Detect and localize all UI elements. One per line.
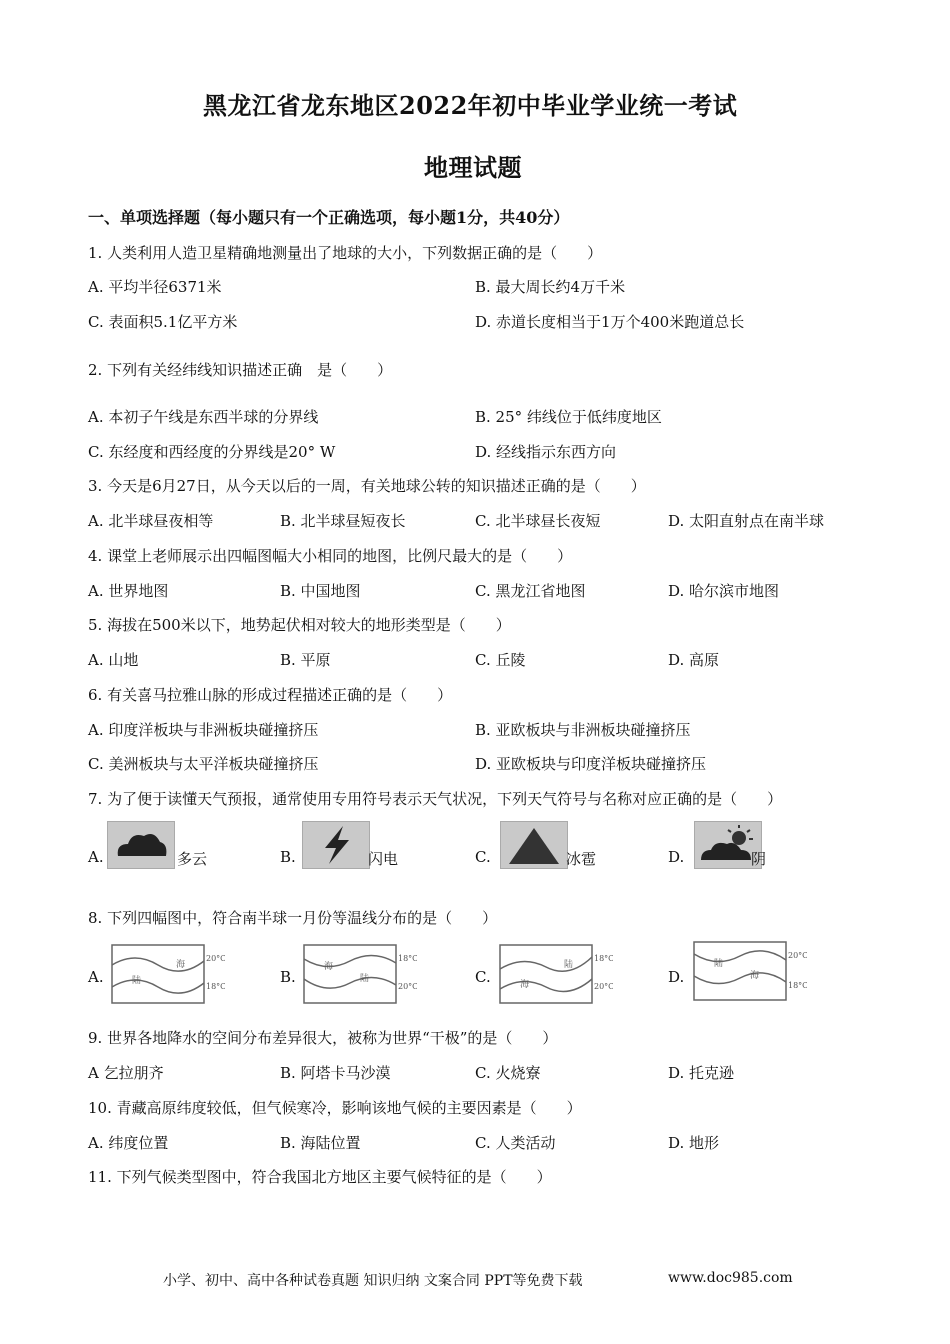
question-9-option-a: A 乞拉朋齐: [88, 1064, 164, 1082]
question-2-stem: 2. 下列有关经纬线知识描述正确 是（ ）: [88, 361, 393, 379]
question-6-option-c: C. 美洲板块与太平洋板块碰撞挤压: [88, 755, 319, 773]
exam-subtitle: 地理试题: [424, 153, 522, 182]
isomap-d-top-temp: 20°C: [788, 951, 807, 960]
question-9-stem: 9. 世界各地降水的空间分布差异很大，被称为世界“干极”的是（ ）: [88, 1029, 558, 1047]
isomap-d-bottom-label: 海: [750, 971, 760, 981]
question-6-option-d: D. 亚欧板块与印度洋板块碰撞挤压: [475, 755, 707, 773]
question-5-option-a: A. 山地: [88, 651, 139, 669]
question-7-option-d-name: 阴: [751, 850, 767, 868]
isomap-c-bottom-label: 海: [520, 980, 530, 990]
isomap-b-top-temp: 18°C: [398, 954, 417, 963]
question-4-option-d: D. 哈尔滨市地图: [668, 582, 780, 600]
isomap-d-bottom-temp: 18°C: [788, 981, 807, 990]
question-3-option-a: A. 北半球昼夜相等: [88, 512, 214, 530]
question-7-option-b-letter: B.: [280, 848, 296, 866]
isomap-b-bottom-label: 陆: [360, 974, 370, 984]
question-10-option-a: A. 纬度位置: [88, 1134, 169, 1152]
question-7-option-a-name: 多云: [177, 850, 208, 868]
isomap-c-top-label: 陆: [564, 960, 574, 970]
question-1-option-a: A. 平均半径6371米: [88, 278, 222, 296]
isotherm-map-a: [110, 943, 225, 1005]
isotherm-map-b: [302, 943, 417, 1005]
isomap-c-bottom-temp: 20°C: [594, 982, 613, 991]
question-5-option-c: C. 丘陵: [475, 651, 526, 669]
question-8-option-c-letter: C.: [475, 968, 491, 986]
question-4-stem: 4. 课堂上老师展示出四幅图幅大小相同的地图，比例尺最大的是（ ）: [88, 547, 573, 565]
question-7-stem: 7. 为了便于读懂天气预报，通常使用专用符号表示天气状况，下列天气符号与名称对应正确的是（ ）: [88, 790, 783, 808]
footer-text: 小学、初中、高中各种试卷真题 知识归纳 文案合同 PPT等免费下载: [163, 1273, 583, 1289]
question-1-stem: 1. 人类利用人造卫星精确地测量出了地球的大小，下列数据正确的是（ ）: [88, 244, 603, 262]
section-heading: 一、单项选择题（每小题只有一个正确选项，每小题1分，共40分）: [88, 208, 570, 227]
question-8-option-d-letter: D.: [668, 968, 685, 986]
question-2-option-b: B. 25° 纬线位于低纬度地区: [475, 408, 662, 426]
question-7-option-d-letter: D.: [668, 848, 685, 866]
isomap-a-top-temp: 20°C: [206, 954, 225, 963]
question-10-option-d: D. 地形: [668, 1134, 720, 1152]
question-6-option-b: B. 亚欧板块与非洲板块碰撞挤压: [475, 721, 691, 739]
question-9-option-b: B. 阿塔卡马沙漠: [280, 1064, 391, 1082]
question-8-stem: 8. 下列四幅图中，符合南半球一月份等温线分布的是（ ）: [88, 909, 498, 927]
cloud-icon: [107, 821, 175, 869]
question-3-option-c: C. 北半球昼长夜短: [475, 512, 601, 530]
question-9-option-d: D. 托克逊: [668, 1064, 735, 1082]
question-1-option-c: C. 表面积5.1亿平方米: [88, 313, 238, 331]
isomap-a-top-label: 海: [176, 960, 186, 970]
question-5-option-b: B. 平原: [280, 651, 331, 669]
question-7-option-c-name: 冰雹: [566, 850, 597, 868]
isomap-a-bottom-temp: 18°C: [206, 982, 225, 991]
isomap-d-top-label: 陆: [714, 959, 724, 969]
question-9-option-c: C. 火烧寮: [475, 1064, 541, 1082]
question-10-option-b: B. 海陆位置: [280, 1134, 361, 1152]
question-5-stem: 5. 海拔在500米以下，地势起伏相对较大的地形类型是（ ）: [88, 616, 511, 634]
question-8-option-a-letter: A.: [88, 968, 104, 986]
footer-url[interactable]: www.doc985.com: [668, 1270, 793, 1286]
question-10-option-c: C. 人类活动: [475, 1134, 556, 1152]
question-2-option-c: C. 东经度和西经度的分界线是20° W: [88, 443, 336, 461]
isomap-c-top-temp: 18°C: [594, 954, 613, 963]
question-4-option-c: C. 黑龙江省地图: [475, 582, 586, 600]
isotherm-map-c: [498, 943, 613, 1005]
question-1-option-d: D. 赤道长度相当于1万个400米跑道总长: [475, 313, 745, 331]
question-3-option-b: B. 北半球昼短夜长: [280, 512, 406, 530]
question-8-option-b-letter: B.: [280, 968, 296, 986]
question-7-option-c-letter: C.: [475, 848, 491, 866]
isomap-b-top-label: 海: [324, 962, 334, 972]
question-5-option-d: D. 高原: [668, 651, 720, 669]
lightning-icon: [302, 821, 370, 869]
question-6-option-a: A. 印度洋板块与非洲板块碰撞挤压: [88, 721, 319, 739]
isomap-b-bottom-temp: 20°C: [398, 982, 417, 991]
question-6-stem: 6. 有关喜马拉雅山脉的形成过程描述正确的是（ ）: [88, 686, 453, 704]
exam-title: 黑龙江省龙东地区2022年初中毕业学业统一考试: [203, 91, 738, 120]
isotherm-map-d: [692, 940, 807, 1002]
question-3-option-d: D. 太阳直射点在南半球: [668, 512, 825, 530]
question-2-option-a: A. 本初子午线是东西半球的分界线: [88, 408, 319, 426]
question-2-option-d: D. 经线指示东西方向: [475, 443, 617, 461]
isomap-a-bottom-label: 陆: [132, 976, 142, 986]
triangle-icon: [500, 821, 568, 869]
question-3-stem: 3. 今天是6月27日，从今天以后的一周，有关地球公转的知识描述正确的是（ ）: [88, 477, 646, 495]
question-1-option-b: B. 最大周长约4万千米: [475, 278, 626, 296]
question-11-stem: 11. 下列气候类型图中，符合我国北方地区主要气候特征的是（ ）: [88, 1168, 552, 1186]
question-10-stem: 10. 青藏高原纬度较低，但气候寒冷，影响该地气候的主要因素是（ ）: [88, 1099, 582, 1117]
question-4-option-b: B. 中国地图: [280, 582, 361, 600]
question-4-option-a: A. 世界地图: [88, 582, 169, 600]
question-7-option-a-letter: A.: [88, 848, 104, 866]
question-7-option-b-name: 闪电: [368, 850, 399, 868]
